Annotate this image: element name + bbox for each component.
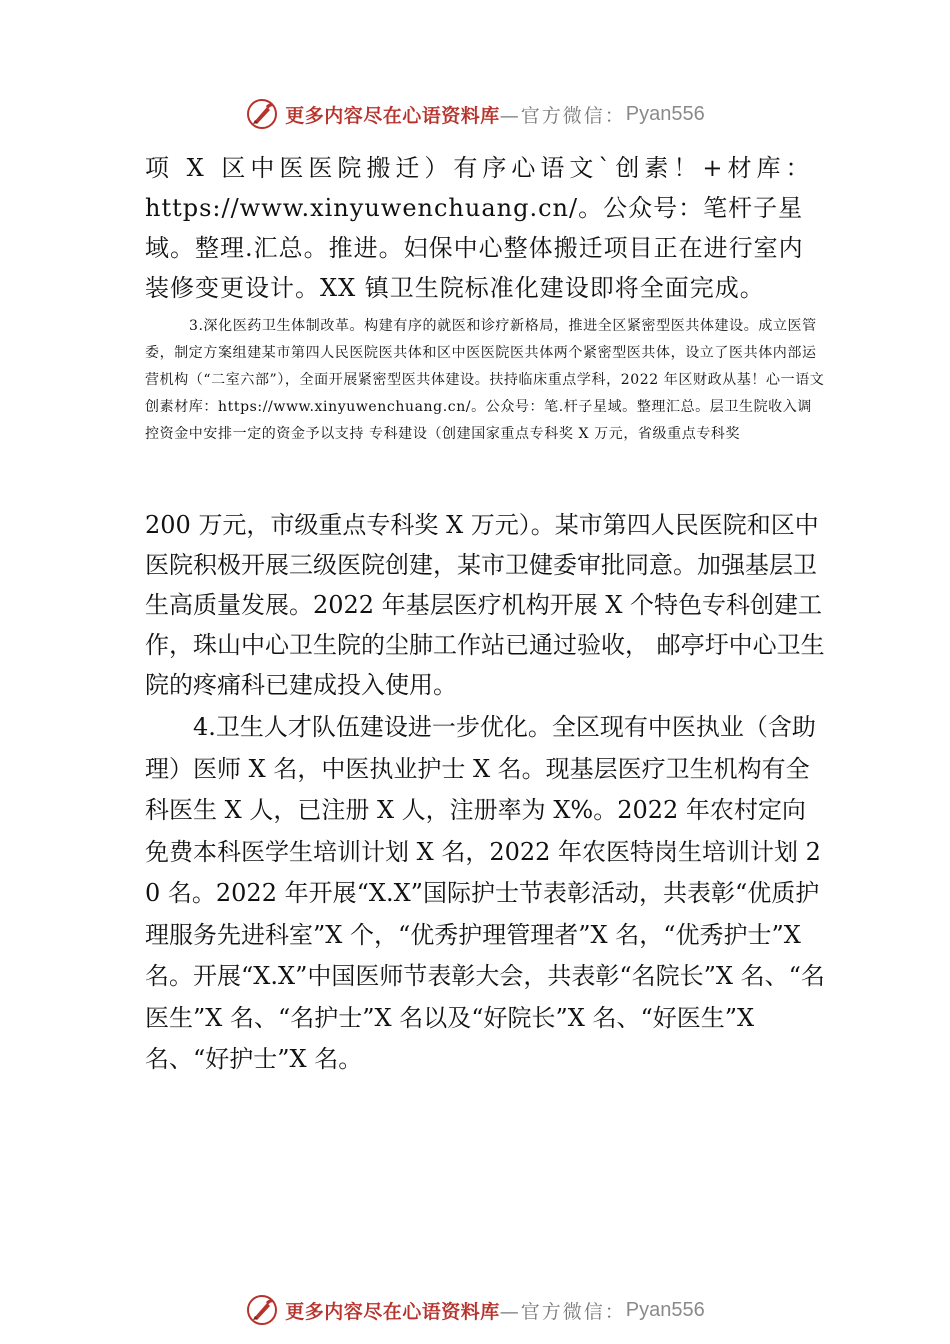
paragraph-1 bbox=[145, 148, 825, 308]
paragraph-2-body: 3.深化医药卫生体制改革。构建有序的就医和诊疗新格局，推进全区紧密型医共体建设。成立医管委，制定方案组建某市第四人民医院医共体和区中医医院医共体两个紧密型医共体，设立了医共体内部运营机构（“二室六部”），全面开展紧密型医共体建设。扶持临床重点学科，2022 年区财政从基！心一语文创素材库：https://www.xinyuwenchuang.cn/。公众号：笔.杆子星域。整理汇总。层卫生院收入调控资金中安排一定的资金予以支持 专科建设（创建国家重点专科奖 X 万元，省级重点专科奖 bbox=[145, 318, 825, 442]
paragraph-3-body: 200 万元，市级重点专科奖 X 万元）。某市第四人民医院和区中医院积极开展三级医院创建，某市卫健委审批同意。加强基层卫生高质量发展。2022 年基层医疗机构开展 X 个特色专科创建工作，珠山中心卫生院的尘肺工作站已通过验收， 邮亭圩中心卫生院的疼痛科已建成投入使用。 bbox=[145, 511, 825, 699]
pen-logo-icon bbox=[245, 1293, 279, 1327]
pen-logo-icon bbox=[245, 97, 279, 131]
paragraph-1-body: https://www.xinyuwenchuang.cn/。公众号：笔杆子星域。整理.汇总。推进。妇保中心整体搬迁项目正在进行室内装修变更设计。XX 镇卫生院标准化建设即将全面完成。 bbox=[145, 194, 804, 302]
paragraph-4 bbox=[145, 707, 825, 1081]
banner-site-name: 更多内容尽在心语资料库 bbox=[285, 104, 500, 127]
paragraph-1-line-1: 项 X 区中医医院搬迁）有序心语文`创素！+材库： bbox=[145, 154, 815, 182]
banner-official-label: —官方微信： bbox=[499, 104, 626, 127]
paragraph-4-body: 4.卫生人才队伍建设进一步优化。全区现有中医执业（含助理）医师 X 名，中医执业护士 X 名。现基层医疗卫生机构有全科医生 X 人，已注册 X 人，注册率为 X%。2022 年农村定向免费本科医学生培训计划 X 名，2022 年农医特岗生培训计划 20 名。2022 年开展“X.X”国际护士节表彰活动，共表彰“优质护理服务先进科室”X 个，“优秀护理管理者”X 名，“优秀护士”X 名。开展“X.X”中国医师节表彰大会，共表彰“名院长”X 名、“名医生”X 名、“名护士”X 名以及“好院长”X 名、“好医生”X 名、“好护士”X 名。 bbox=[145, 713, 825, 1073]
banner-site-name: 更多内容尽在心语资料库 bbox=[285, 1300, 500, 1323]
header-watermark-banner bbox=[0, 94, 950, 134]
banner-wechat-id: Pyan556 bbox=[625, 102, 705, 125]
footer-watermark-banner bbox=[0, 1290, 950, 1330]
paragraph-2 bbox=[145, 313, 825, 448]
banner-official-label: —官方微信： bbox=[499, 1300, 626, 1323]
banner-wechat-id: Pyan556 bbox=[625, 1298, 705, 1321]
paragraph-3 bbox=[145, 505, 825, 705]
